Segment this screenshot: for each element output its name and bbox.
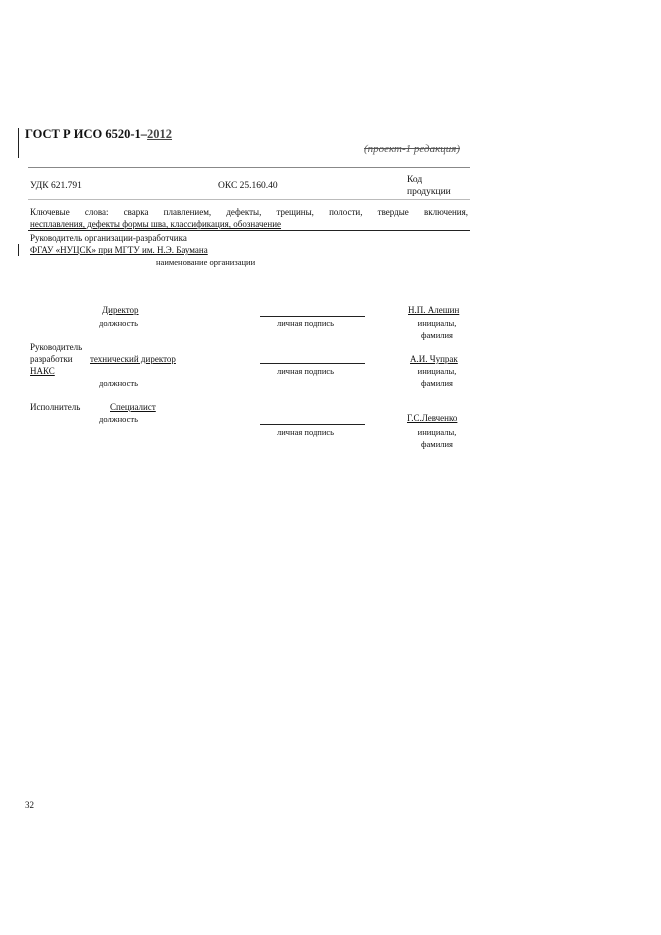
oks-code: ОКС 25.160.40 [218, 181, 278, 191]
standard-year: 2012 [147, 127, 173, 141]
signature-caption: личная подпись [277, 366, 335, 376]
classification-rule [28, 199, 470, 200]
signature-caption: личная подпись [277, 318, 335, 328]
document-title [25, 127, 172, 142]
organization-caption: наименование организации [156, 257, 256, 267]
position-director: Директор [102, 305, 139, 315]
signature-line [260, 424, 365, 425]
keywords-line-1: Ключевые слова: сварка плавлением, дефекты, трещины, полости, твердые включения, [30, 207, 468, 217]
standard-number: ГОСТ Р ИСО 6520-1– [25, 127, 148, 141]
name-caption: фамилия [421, 439, 453, 449]
organization-label: Руководитель организации-разработчика [30, 233, 187, 243]
keywords-rule [28, 230, 470, 231]
role-label: Исполнитель [30, 402, 81, 412]
role-label: Руководитель [30, 342, 83, 352]
signatory-name: А.И. Чупрак [410, 354, 458, 364]
signature-caption: личная подпись [277, 427, 335, 437]
udk-code: УДК 621.791 [30, 181, 82, 191]
signature-line [260, 316, 365, 317]
position-organization: НАКС [30, 366, 55, 376]
signatory-name: Н.П. Алешин [408, 305, 460, 315]
signatory-name: Г.С.Левченко [407, 413, 458, 423]
position-caption: должность [99, 414, 138, 424]
name-caption: фамилия [421, 330, 453, 340]
position-specialist: Специалист [110, 402, 156, 412]
product-code-label-2: продукции [407, 187, 451, 197]
keywords-line-2: несплавления, дефекты формы шва, классификация, обозначение [30, 219, 282, 229]
organization-name: ФГАУ «НУЦСК» при МГТУ им. Н.Э. Баумана [30, 245, 208, 255]
role-label: разработки [30, 354, 73, 364]
product-code-label: Код [407, 175, 423, 185]
signature-line [260, 363, 365, 364]
position-technical-director: технический директор [90, 354, 176, 364]
change-bar [18, 244, 19, 256]
position-caption: должность [99, 318, 138, 328]
position-caption: должность [99, 378, 138, 388]
name-caption: фамилия [421, 378, 453, 388]
name-caption: инициалы, [417, 427, 457, 437]
change-bar [18, 128, 19, 158]
name-caption: инициалы, [417, 366, 457, 376]
edition-note: (проект-1 редакция) [364, 143, 460, 155]
header-rule [28, 167, 470, 168]
name-caption: инициалы, [417, 318, 457, 328]
page-number: 32 [25, 800, 34, 810]
